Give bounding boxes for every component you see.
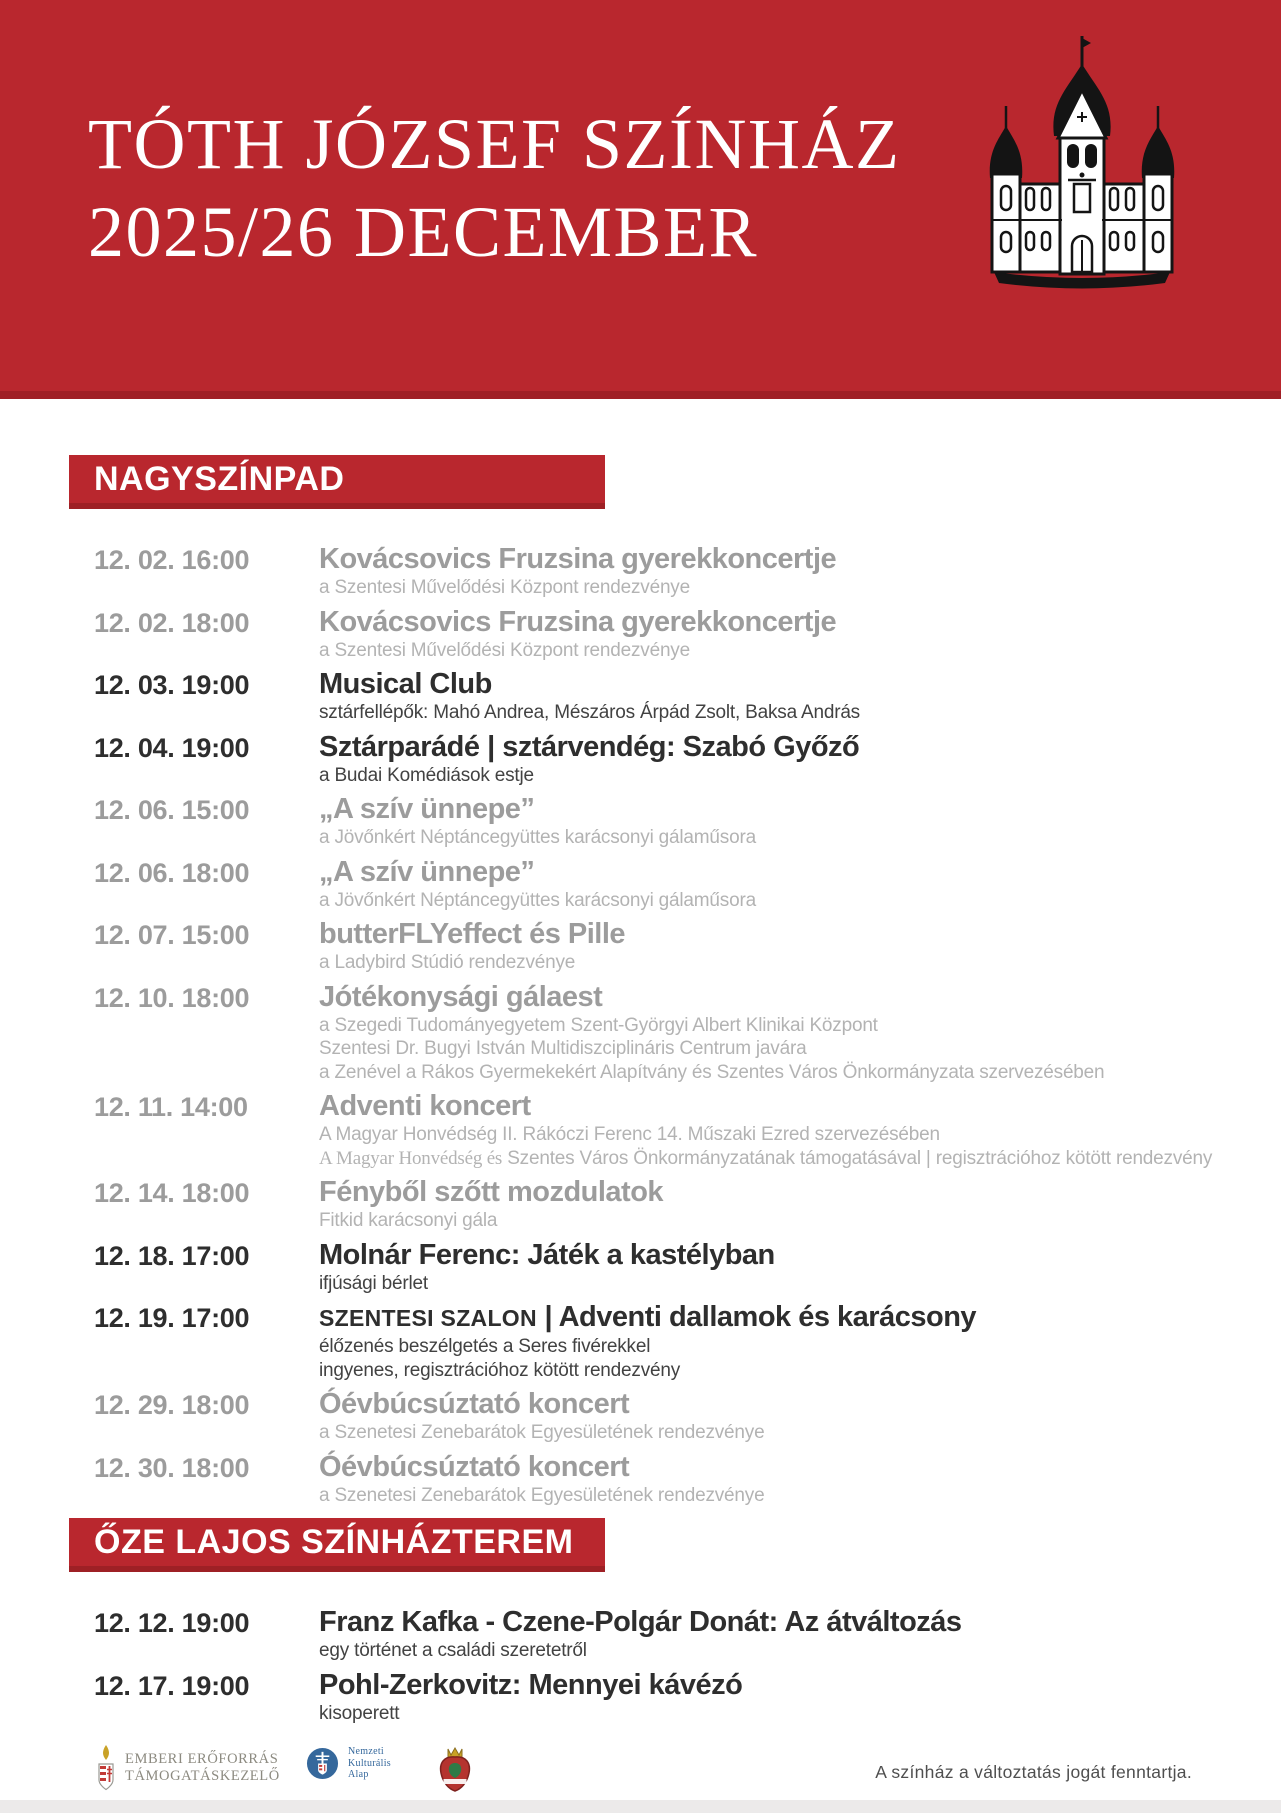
event-title: „A szív ünnepe” (319, 793, 535, 825)
event-body (319, 1176, 1281, 1233)
event-date: 12. 14. 18:00 (94, 1178, 250, 1208)
nka-label-line-3: Alap (348, 1769, 369, 1780)
event-row (94, 1606, 1281, 1663)
event-description: ingyenes, regisztrációhoz kötött rendezvény (319, 1359, 681, 1381)
event-row (94, 1239, 1281, 1296)
event-row (94, 668, 1281, 725)
event-description: a Szentesi Művelődési Központ rendezvénye (319, 639, 690, 661)
event-title: Sztárparádé | sztárvendég: Szabó Győző (319, 730, 860, 763)
event-title: Fényből szőtt mozdulatok (319, 1176, 664, 1208)
logo-szentes-coat-of-arms (436, 1743, 474, 1793)
section-nagyszinpad (0, 455, 1281, 1507)
event-description: Szentesi Dr. Bugyi István Multidiszciplináris Centrum javára (319, 1038, 807, 1059)
event-body (319, 1301, 1281, 1382)
event-description: a Szenetesi Zenebarátok Egyesületének rendezvénye (319, 1422, 765, 1443)
event-title (319, 1301, 1281, 1335)
event-title: Adventi koncert (319, 1090, 531, 1122)
event-row (94, 856, 1281, 913)
event-description: a Szentesi Művelődési Központ rendezvénye (319, 577, 690, 598)
event-row (94, 1090, 1281, 1170)
theater-building-icon (976, 28, 1188, 296)
event-title: Musical Club (319, 668, 492, 700)
event-description: a Szegedi Tudományegyetem Szent-Györgyi Albert Klinikai Központ (319, 1014, 878, 1036)
event-row (94, 981, 1281, 1085)
event-description: a Jövőnkért Néptáncegyüttes karácsonyi gálaműsora (319, 827, 756, 848)
event-body (319, 731, 1281, 788)
event-body (319, 1090, 1281, 1170)
title-line-1: TÓTH JÓZSEF SZÍNHÁZ (88, 104, 901, 184)
event-description: élőzenés beszélgetés a Seres fivérekkel (319, 1336, 651, 1357)
event-list (94, 1606, 1281, 1725)
event-row (94, 918, 1281, 975)
event-description: a Budai Komédiások estje (319, 764, 534, 786)
emet-label-line-1: EMBERI ERŐFORRÁS (125, 1750, 279, 1767)
event-title-smallcaps-prefix: SZENTESI SZALON (319, 1305, 537, 1331)
event-body (319, 543, 1281, 600)
event-date: 12. 03. 19:00 (94, 670, 250, 700)
section-banner: ŐZE LAJOS SZÍNHÁZTEREM (69, 1518, 605, 1572)
event-title: Pohl-Zerkovitz: Mennyei kávézó (319, 1668, 743, 1701)
event-date: 12. 17. 19:00 (94, 1670, 250, 1701)
nka-label (348, 1746, 391, 1781)
event-body (319, 981, 1281, 1085)
event-description: sztárfellépők: Mahó Andrea, Mészáros Árpád Zsolt, Baksa András (319, 702, 860, 723)
event-date: 12. 06. 15:00 (94, 795, 250, 825)
event-body (319, 668, 1281, 725)
event-title: Kovácsovics Fruzsina gyerekkoncertje (319, 605, 837, 638)
event-body (319, 793, 1281, 850)
event-title: Jótékonysági gálaest (319, 980, 603, 1013)
event-date: 12. 19. 17:00 (94, 1303, 250, 1333)
event-date: 12. 10. 18:00 (94, 982, 250, 1013)
event-date: 12. 06. 18:00 (94, 857, 250, 888)
event-description: a Szenetesi Zenebarátok Egyesületének rendezvénye (319, 1484, 765, 1506)
event-description: Fitkid karácsonyi gála (319, 1210, 498, 1231)
program-list (0, 455, 1281, 1725)
event-description: A Magyar Honvédség II. Rákóczi Ferenc 14. Műszaki Ezred szervezésében (319, 1124, 940, 1145)
event-row (94, 1176, 1281, 1233)
event-title: Molnár Ferenc: Játék a kastélyban (319, 1238, 775, 1271)
logo-nemzeti-kulturalis-alap (306, 1746, 391, 1781)
event-body (319, 1388, 1281, 1445)
event-title: „A szív ünnepe” (319, 855, 535, 888)
event-date: 12. 29. 18:00 (94, 1390, 250, 1420)
event-description: ifjúsági bérlet (319, 1272, 428, 1294)
header (0, 0, 1281, 399)
event-description: kisoperett (319, 1702, 400, 1724)
event-row (94, 543, 1281, 600)
emet-coat-of-arms-icon (96, 1744, 116, 1792)
event-description: a Jövőnkért Néptáncegyüttes karácsonyi gálaműsora (319, 889, 756, 911)
logo-emberi-eroforras-tamogataskezelo (96, 1744, 280, 1792)
event-description: a Zenével a Rákos Gyermekekért Alapítvány és Szentes Város Önkormányzata szervezésében (319, 1061, 1105, 1083)
event-date: 12. 30. 18:00 (94, 1452, 250, 1483)
event-date: 12. 02. 18:00 (94, 607, 250, 638)
event-title: Kovácsovics Fruzsina gyerekkoncertje (319, 543, 837, 575)
event-date: 12. 04. 19:00 (94, 732, 250, 763)
page-title (88, 100, 900, 276)
event-row (94, 793, 1281, 850)
nka-circle-icon (306, 1747, 339, 1780)
event-row (94, 1388, 1281, 1445)
section-oze-lajos-szinhazterem (0, 1518, 1281, 1725)
event-body (319, 856, 1281, 913)
event-row (94, 606, 1281, 663)
section-banner: NAGYSZÍNPAD (69, 455, 605, 509)
nka-label-line-2: Kulturális (348, 1757, 391, 1769)
szentes-coat-of-arms-icon (436, 1743, 474, 1793)
page-bottom-edge (0, 1800, 1281, 1813)
emet-label-line-2: TÁMOGATÁSKEZELŐ (125, 1768, 280, 1784)
event-date: 12. 02. 16:00 (94, 545, 250, 575)
footer (0, 1738, 1281, 1800)
event-row (94, 1301, 1281, 1382)
emet-label (125, 1751, 280, 1786)
event-date: 12. 07. 15:00 (94, 920, 250, 950)
event-description: a Ladybird Stúdió rendezvénye (319, 952, 576, 973)
event-date: 12. 18. 17:00 (94, 1240, 250, 1271)
event-body (319, 1606, 1281, 1663)
event-body (319, 606, 1281, 663)
event-description-text: Szentes Város Önkormányzatának támogatásával | regisztrációhoz kötött rendezvény (502, 1147, 1213, 1169)
event-description-serif-prefix: A Magyar Honvédség és (319, 1147, 503, 1169)
event-title-main: | Adventi dallamok és karácsony (544, 1301, 977, 1333)
event-description: egy történet a családi szeretetről (319, 1640, 587, 1661)
event-title: Franz Kafka - Czene-Polgár Donát: Az átváltozás (319, 1606, 962, 1638)
event-title: butterFLYeffect és Pille (319, 918, 626, 950)
event-body (319, 1669, 1281, 1726)
event-list (94, 543, 1281, 1507)
nka-label-line-1: Nemzeti (348, 1746, 384, 1757)
event-row (94, 731, 1281, 788)
event-body (319, 918, 1281, 975)
event-date: 12. 12. 19:00 (94, 1608, 250, 1638)
event-row (94, 1451, 1281, 1508)
event-body (319, 1239, 1281, 1296)
event-title: Óévbúcsúztató koncert (319, 1450, 630, 1483)
event-title: Óévbúcsúztató koncert (319, 1388, 630, 1420)
event-body (319, 1451, 1281, 1508)
event-row (94, 1669, 1281, 1726)
title-line-2: 2025/26 DECEMBER (88, 192, 759, 272)
disclaimer-text: A színház a változtatás jogát fenntartja. (875, 1762, 1192, 1782)
event-date: 12. 11. 14:00 (94, 1092, 248, 1122)
event-description (319, 1147, 1281, 1171)
